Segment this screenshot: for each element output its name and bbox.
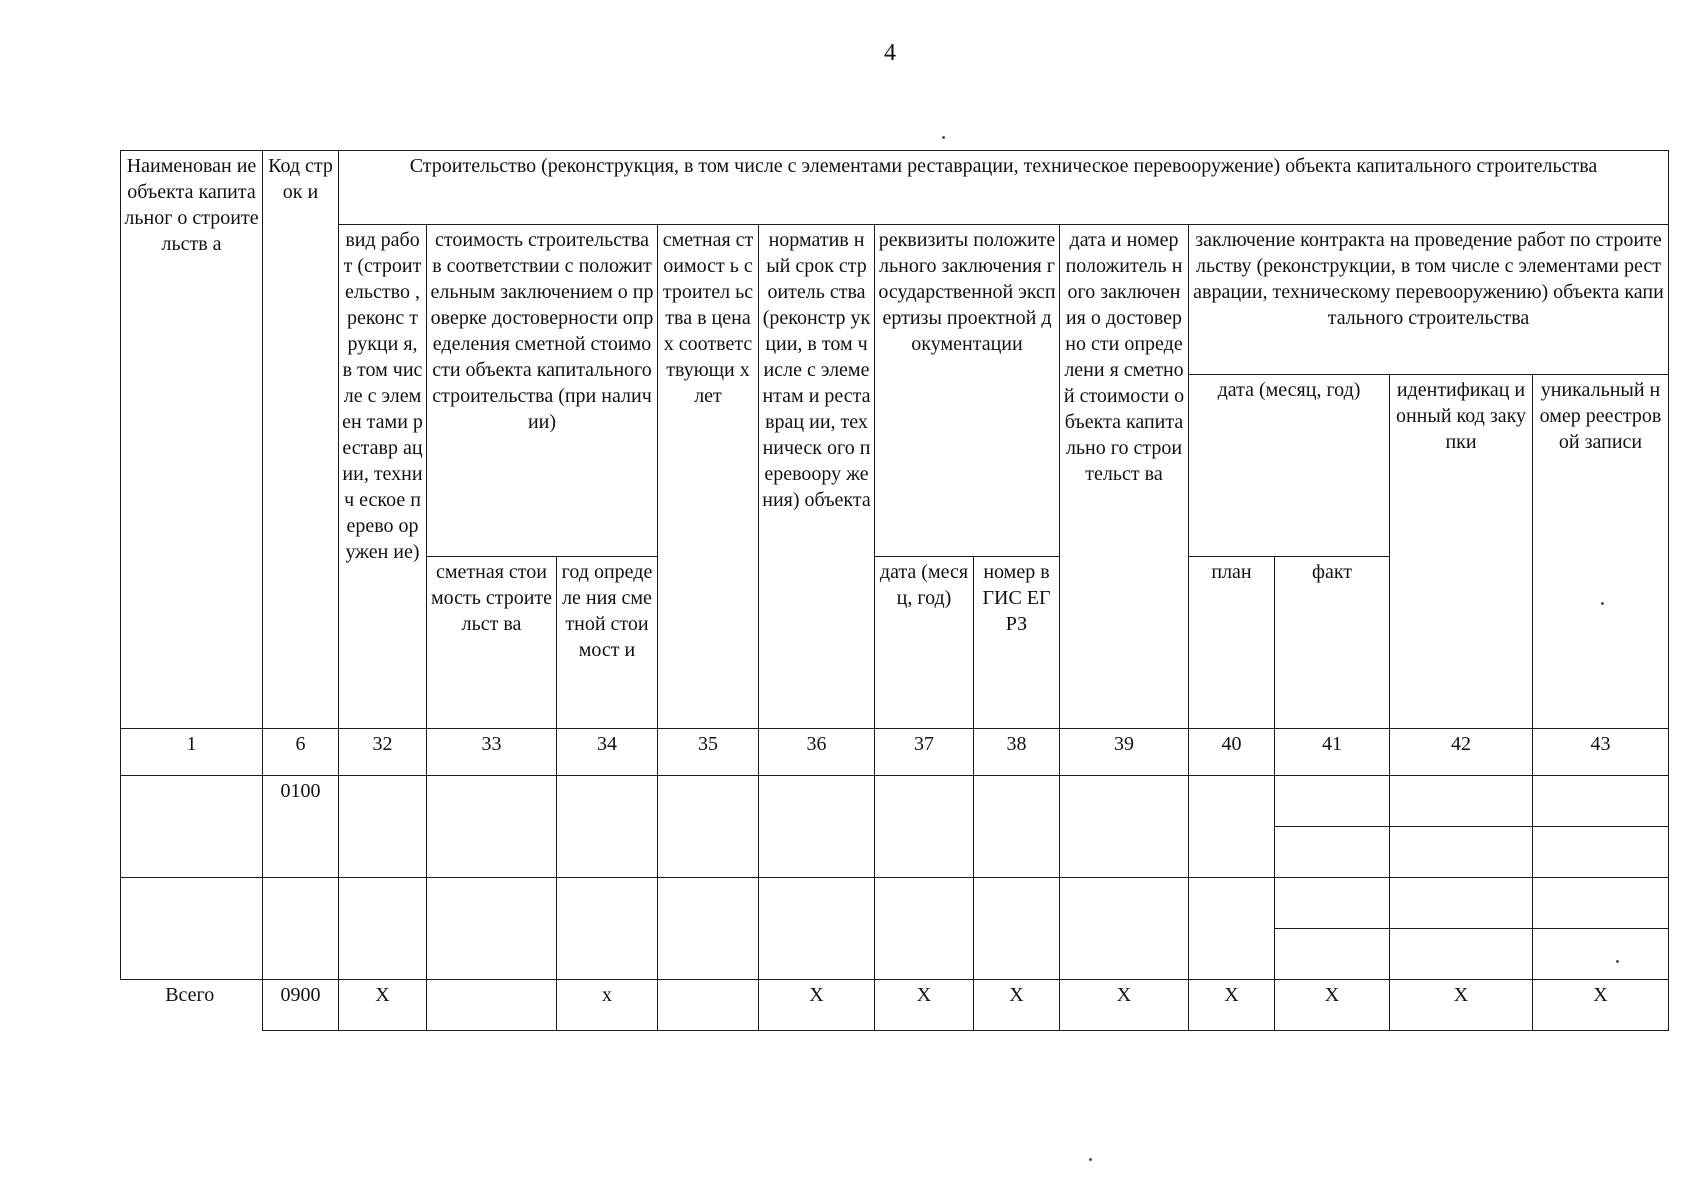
data-cell[interactable] [1275,929,1390,980]
data-cell[interactable] [974,878,1060,980]
header-cost-current: сметная стоимост ь строител ьства в ценах соответс твующи х лет [658,225,759,729]
header-contract-fact: факт [1275,557,1390,729]
column-number: 1 [121,729,263,776]
data-cell[interactable] [1390,878,1533,929]
data-cell[interactable] [1275,827,1390,878]
header-row-code: Код строк и [263,151,339,729]
data-cell[interactable] [1390,929,1533,980]
report-table [120,150,1669,1031]
data-cell[interactable] [1533,929,1669,980]
column-number: 36 [759,729,875,776]
column-number: 37 [875,729,974,776]
table-row [121,878,1669,929]
column-number: 42 [1390,729,1533,776]
total-cell: x [557,980,658,1031]
column-number: 39 [1060,729,1189,776]
header-contract-date: дата (месяц, год) [1189,375,1390,557]
header-registry-number: уникальный номер реестровой записи [1533,375,1669,729]
data-cell[interactable] [1390,776,1533,827]
data-cell[interactable] [427,878,557,980]
data-cell[interactable] [1275,878,1390,929]
page-number: 4 [884,40,896,66]
header-expertise-number: номер в ГИС ЕГРЗ [974,557,1060,729]
data-cell[interactable] [557,776,658,878]
data-cell[interactable] [339,878,427,980]
object-name-cell[interactable] [121,776,263,878]
header-cost-group: стоимость строительства в соответствии с положительным заключением о проверке достоверности определения сметной стоимости объекта капитального строительства (при наличии) [427,225,658,557]
total-cell: X [1060,980,1189,1031]
header-expertise-date: дата (месяц, год) [875,557,974,729]
column-number: 43 [1533,729,1669,776]
header-cost-year: год определе ния сметной стоимост и [557,557,658,729]
total-cell: X [1390,980,1533,1031]
data-cell[interactable] [1189,878,1275,980]
total-code: 0900 [263,980,339,1031]
total-cell [427,980,557,1031]
header-work-type: вид работ (строит ельство , реконс трукци я, в том числе с элемен тами реставр ации, технич еское перево оружен ие) [339,225,427,729]
header-contract-plan: план [1189,557,1275,729]
data-cell[interactable] [1189,776,1275,878]
scan-speck [942,136,945,139]
total-cell: X [339,980,427,1031]
data-cell[interactable] [1060,776,1189,878]
data-cell[interactable] [1533,776,1669,827]
total-cell: X [1189,980,1275,1031]
object-name-cell[interactable] [121,878,263,980]
row-code-cell[interactable] [263,878,339,980]
total-cell: X [1533,980,1669,1031]
column-numbers-row [121,729,1669,776]
column-number: 41 [1275,729,1390,776]
data-cell[interactable] [1275,776,1390,827]
total-cell: X [1275,980,1390,1031]
data-cell[interactable] [658,776,759,878]
column-number: 32 [339,729,427,776]
total-cell: X [875,980,974,1031]
total-cell: X [974,980,1060,1031]
data-cell[interactable] [1533,827,1669,878]
data-cell[interactable] [339,776,427,878]
data-cell[interactable] [759,776,875,878]
header-contract: заключение контракта на проведение работ по строительству (реконструкции, в том числе с элементами реставрации, техническому перевооружению) объекта капитального строительства [1189,225,1669,375]
table-row [121,776,1669,827]
data-cell[interactable] [759,878,875,980]
data-cell[interactable] [875,878,974,980]
data-cell[interactable] [1390,827,1533,878]
column-number: 38 [974,729,1060,776]
row-code-cell: 0100 [263,776,339,878]
data-cell[interactable] [658,878,759,980]
total-cell [658,980,759,1031]
header-purchase-code: идентификац ионный код закупки [1390,375,1533,729]
column-number: 33 [427,729,557,776]
column-number: 6 [263,729,339,776]
data-cell[interactable] [427,776,557,878]
header-norm-term: норматив ный срок строитель ства (реконстр укции, в том числе с элементам и реставрац ии, техническ ого перевоору жения) объекта [759,225,875,729]
scan-speck [1089,1158,1092,1161]
data-cell[interactable] [974,776,1060,878]
data-cell[interactable] [1060,878,1189,980]
column-number: 35 [658,729,759,776]
scan-speck [1601,602,1604,605]
column-number: 34 [557,729,658,776]
total-label: Всего [121,980,263,1031]
total-row [121,980,1669,1031]
scan-speck [1616,960,1619,963]
data-cell[interactable] [557,878,658,980]
header-expertise: реквизиты положительного заключения государственной экспертизы проектной документации [875,225,1060,557]
data-cell[interactable] [1533,878,1669,929]
header-conclusion: дата и номер положитель ного заключения о достоверно сти определени я сметной стоимости объекта капитально го строительст ва [1060,225,1189,729]
header-construction: Строительство (реконструкция, в том числе с элементами реставрации, техническое перевооружение) объекта капитального строительства [339,151,1669,225]
header-cost-estimate: сметная стоимость строительст ва [427,557,557,729]
column-number: 40 [1189,729,1275,776]
total-cell: X [759,980,875,1031]
header-object-name: Наименован ие объекта капитальног о строительств а [121,151,263,729]
data-cell[interactable] [875,776,974,878]
